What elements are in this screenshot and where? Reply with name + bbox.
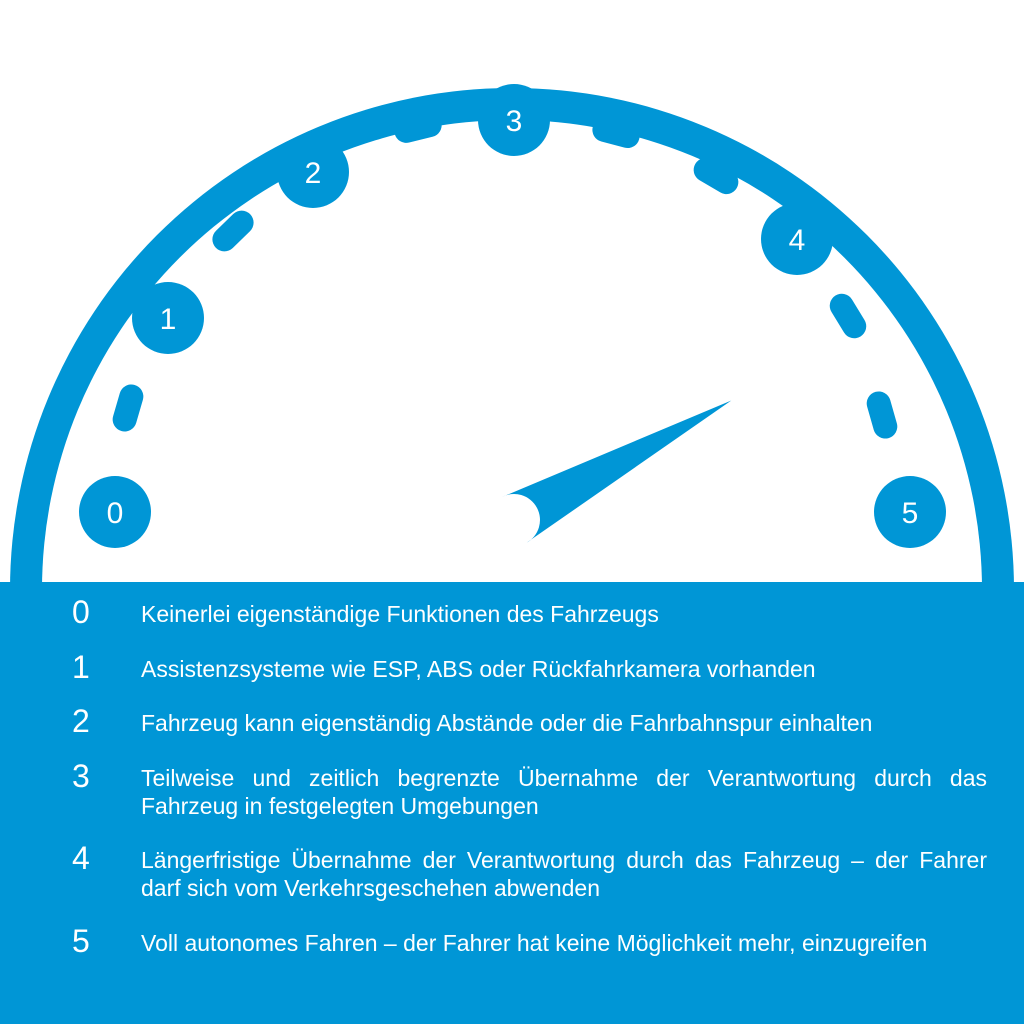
level-number: 1 xyxy=(72,649,90,685)
svg-text:5: 5 xyxy=(901,497,919,530)
level-description: Längerfristige Übernahme der Verantwortung durch das Fahrzeug – der Fahrer darf sich vom Verkehrsgeschehen abwenden xyxy=(141,847,987,901)
svg-text:3: 3 xyxy=(505,105,523,138)
gauge-face xyxy=(42,120,982,590)
scale-label-5 xyxy=(874,476,946,548)
scale-label-3 xyxy=(478,84,550,156)
level-description: Teilweise und zeitlich begrenzte Übernahme der Verantwortung durch das Fahrzeug in festgelegten Umgebungen xyxy=(141,765,987,819)
scale-label-0 xyxy=(79,476,151,548)
svg-text:4: 4 xyxy=(788,224,806,257)
level-number: 2 xyxy=(72,703,90,739)
svg-text:0: 0 xyxy=(106,497,124,530)
svg-text:2: 2 xyxy=(304,157,322,190)
level-number: 0 xyxy=(72,594,90,630)
level-description: Voll autonomes Fahren – der Fahrer hat keine Möglichkeit mehr, einzugreifen xyxy=(141,930,928,956)
scale-label-4 xyxy=(761,203,833,275)
level-number: 4 xyxy=(72,840,90,876)
scale-label-2 xyxy=(277,136,349,208)
level-description: Assistenzsysteme wie ESP, ABS oder Rückfahrkamera vorhanden xyxy=(141,656,816,682)
level-description: Keinerlei eigenständige Funktionen des Fahrzeugs xyxy=(141,601,659,627)
scale-label-1 xyxy=(132,282,204,354)
level-number: 3 xyxy=(72,758,90,794)
level-number: 5 xyxy=(72,923,90,959)
levels-legend xyxy=(0,582,1024,1024)
level-description: Fahrzeug kann eigenständig Abstände oder die Fahrbahnspur einhalten xyxy=(141,710,873,736)
svg-text:1: 1 xyxy=(159,303,177,336)
